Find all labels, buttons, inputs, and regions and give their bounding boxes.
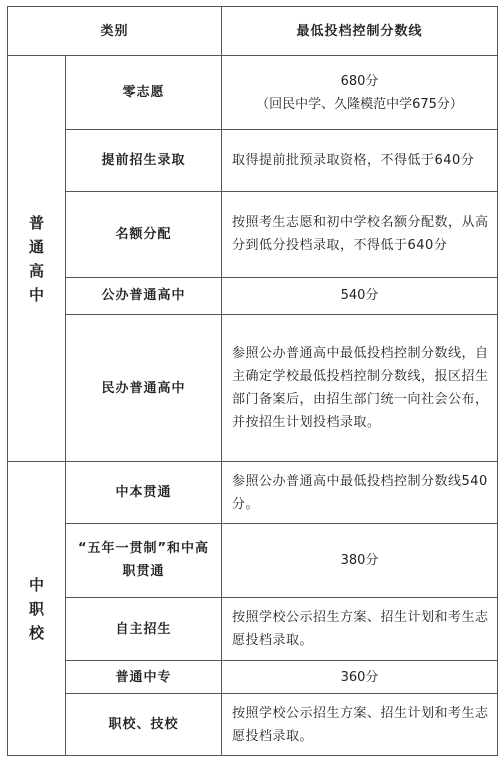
value-cell: 参照公办普通高中最低投档控制分数线540分。 [222,462,498,524]
value-cell: 按照学校公示招生方案、招生计划和考生志愿投档录取。 [222,694,498,756]
category-cell: 职校、技校 [66,694,222,756]
table-row [8,191,498,277]
value-main: 680分 [340,73,379,89]
table-row [8,661,498,694]
value-cell: 380分 [222,524,498,598]
category-cell: 自主招生 [66,597,222,661]
group-label-general-high-school: 普通高中 [8,56,66,462]
value-cell: 按照考生志愿和初中学校名额分配数，从高分到低分投档录取，不得低于640分 [222,191,498,277]
table-row [8,694,498,756]
table-row [8,314,498,462]
category-cell: 中本贯通 [66,462,222,524]
category-cell: 公办普通高中 [66,277,222,314]
value-cell: 540分 [222,277,498,314]
table-header-row [8,7,498,56]
value-cell: 360分 [222,661,498,694]
category-cell: 名额分配 [66,191,222,277]
header-score-line: 最低投档控制分数线 [222,7,498,56]
table-row [8,56,498,130]
value-cell: 参照公办普通高中最低投档控制分数线，自主确定学校最低投档控制分数线，报区招生部门备案后，由招生部门统一向社会公布，并按招生计划投档录取。 [222,314,498,462]
category-cell: 零志愿 [66,56,222,130]
table-row [8,130,498,192]
table-row [8,462,498,524]
table-row [8,597,498,661]
group-label-vocational-school: 中职校 [8,462,66,756]
table-row [8,277,498,314]
value-cell: 取得提前批预录取资格，不得低于640分 [222,130,498,192]
category-cell: 普通中专 [66,661,222,694]
category-cell: 民办普通高中 [66,314,222,462]
value-note: （回民中学、久隆模范中学675分） [256,96,463,112]
category-cell: “五年一贯制”和中高职贯通 [66,524,222,598]
category-cell: 提前招生录取 [66,130,222,192]
header-category: 类别 [8,7,222,56]
value-cell [222,56,498,130]
value-cell: 按照学校公示招生方案、招生计划和考生志愿投档录取。 [222,597,498,661]
score-line-table [7,6,498,756]
table-row [8,524,498,598]
